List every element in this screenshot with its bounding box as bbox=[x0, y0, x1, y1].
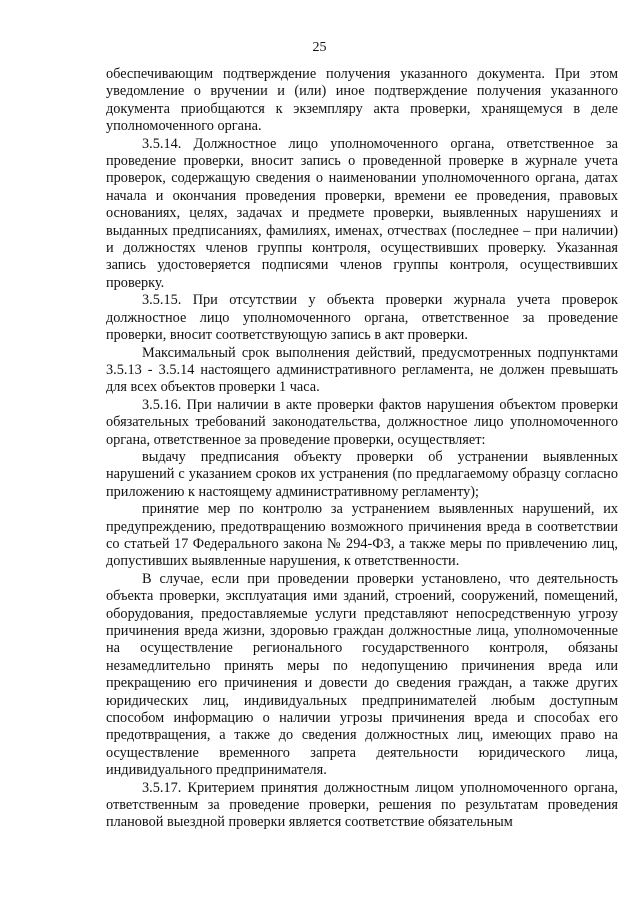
paragraph-3-5-14: 3.5.14. Должностное лицо уполномоченного органа, ответственное за проведение проверки, вносит запись о проведенной проверке в журнале учета проверок, содержащую сведения о наименовании уполномоченного органа, датах начала и окончания проведения проверки, времени ее проведения, правовых основаниях, целях, задачах и предмете проверки, выявленных нарушениях и выданных предписаниях, фамилиях, именах, отчествах (последнее – при наличии) и должностях членов группы контроля, осуществивших проверку. Указанная запись удостоверяется подписями членов группы контроля, осуществивших проверку. bbox=[106, 135, 618, 291]
paragraph-3-5-15: 3.5.15. При отсутствии у объекта проверки журнала учета проверок должностное лицо уполномоченного органа, ответственное за проведение проверки, вносит соответствующую запись в акт проверки. bbox=[106, 292, 618, 344]
document-body bbox=[106, 66, 618, 832]
paragraph-issue-order: выдачу предписания объекту проверки об устранении выявленных нарушений с указанием сроков их устранения (по предлагаемому образцу согласно приложению к настоящему административному регламенту); bbox=[106, 448, 618, 500]
paragraph-continuation: обеспечивающим подтверждение получения указанного документа. При этом уведомление о вручении и (или) иное подтверждение получения указанного документа приобщаются к экземпляру акта проверки, хранящемуся в деле уполномоченного органа. bbox=[106, 66, 618, 135]
paragraph-threat-case: В случае, если при проведении проверки установлено, что деятельность объекта проверки, эксплуатация ими зданий, строений, сооружений, помещений, оборудования, предоставляемые услуги представляют непосредственную угрозу причинения вреда жизни, здоровью граждан должностные лица, уполномоченные на осуществление регионального государственного контроля, обязаны незамедлительно принять меры по недопущению причинения вреда или прекращению его причинения и довести до сведения граждан, а также других юридических лиц, индивидуальных предпринимателей любым доступным способом информацию о наличии угрозы причинения вреда и способах его предотвращения, а также до сведения должностных лиц, имеющих право на осуществление временного запрета деятельности юридического лица, индивидуального предпринимателя. bbox=[106, 570, 618, 779]
paragraph-3-5-16: 3.5.16. При наличии в акте проверки фактов нарушения объектом проверки обязательных требований законодательства, должностное лицо уполномоченного органа, ответственное за проведение проверки, осуществляет: bbox=[106, 396, 618, 448]
paragraph-max-duration: Максимальный срок выполнения действий, предусмотренных подпунктами 3.5.13 - 3.5.14 настоящего административного регламента, не должен превышать для всех объектов проверки 1 часа. bbox=[106, 344, 618, 396]
page-number: 25 bbox=[312, 40, 327, 55]
paragraph-control-measures: принятие мер по контролю за устранением выявленных нарушений, их предупреждению, предотвращению возможного причинения вреда в соответствии со статьей 17 Федерального закона № 294-ФЗ, а также меры по привлечению лиц, допустивших выявленные нарушения, к ответственности. bbox=[106, 501, 618, 570]
paragraph-3-5-17: 3.5.17. Критерием принятия должностным лицом уполномоченного органа, ответственным за проведение проверки, решения по результатам проведения плановой выездной проверки является соответствие обязательным bbox=[106, 779, 618, 831]
